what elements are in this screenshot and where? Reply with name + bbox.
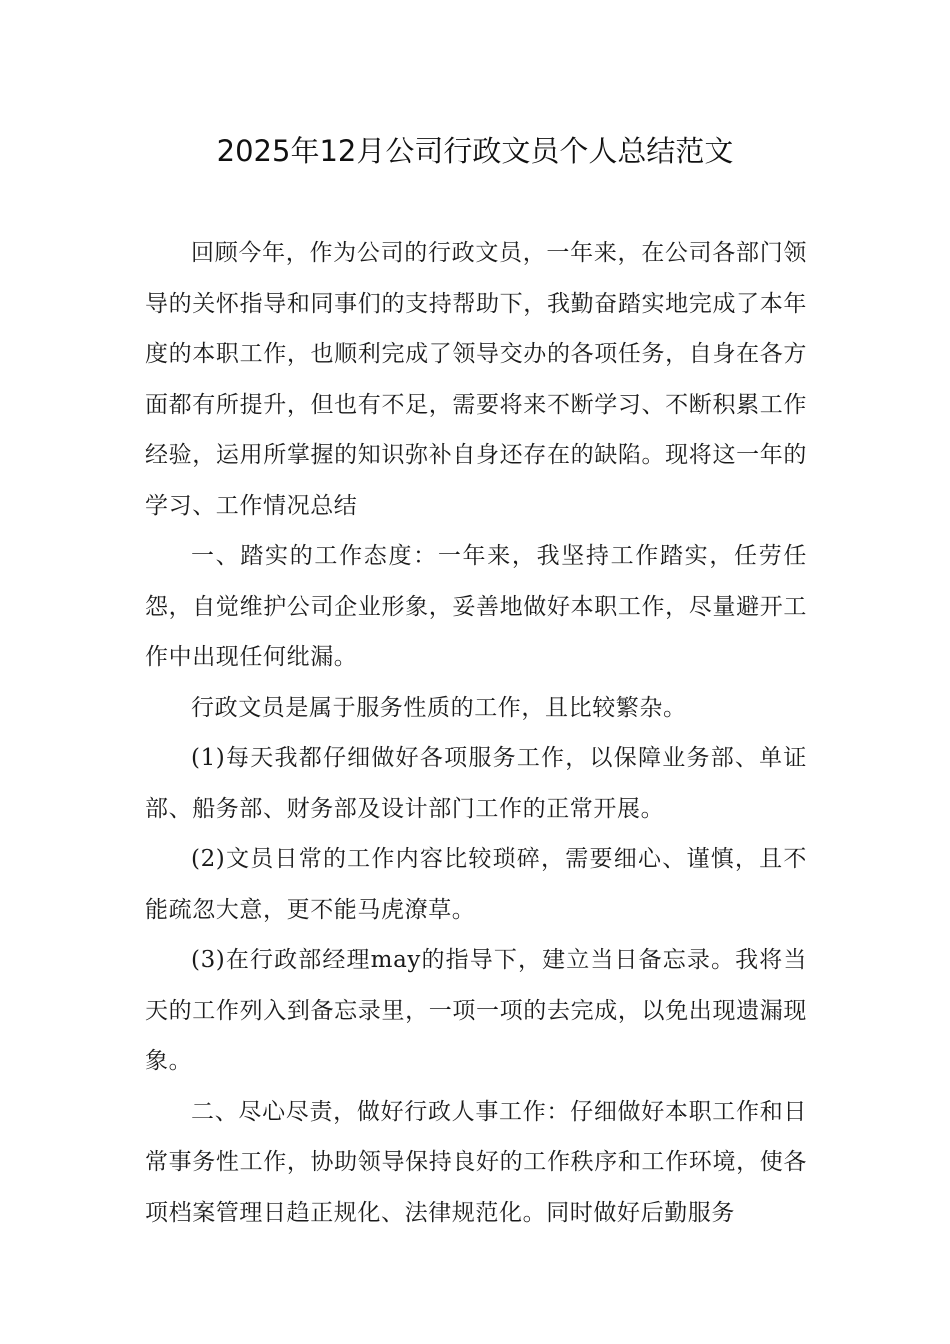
- document-title: 2025年12月公司行政文员个人总结范文: [216, 134, 734, 168]
- paragraph-service-nature: 行政文员是属于服务性质的工作，且比较繁杂。: [191, 694, 687, 721]
- paragraph-item-1: (1)每天我都仔细做好各项服务工作，以保障业务部、单证部、船务部、财务部及设计部门工作的正常开展。: [145, 745, 807, 822]
- paragraph-item-3: (3)在行政部经理may的指导下，建立当日备忘录。我将当天的工作列入到备忘录里，一项一项的去完成，以免出现遗漏现象。: [145, 947, 807, 1074]
- paragraph-item-2: (2)文员日常的工作内容比较琐碎，需要细心、谨慎，且不能疏忽大意，更不能马虎潦草。: [145, 846, 807, 923]
- paragraph-section-1: 一、踏实的工作态度：一年来，我坚持工作踏实，任劳任怨，自觉维护公司企业形象，妥善地做好本职工作，尽量避开工作中出现任何纰漏。: [145, 543, 807, 670]
- paragraph-section-2: 二、尽心尽责，做好行政人事工作：仔细做好本职工作和日常事务性工作，协助领导保持良好的工作秩序和工作环境，使各项档案管理日趋正规化、法律规范化。同时做好后勤服务: [145, 1098, 807, 1226]
- document-body: [145, 228, 807, 1238]
- paragraph-intro: 回顾今年，作为公司的行政文员，一年来，在公司各部门领导的关怀指导和同事们的支持帮助下，我勤奋踏实地完成了本年度的本职工作，也顺利完成了领导交办的各项任务，自身在各方面都有所提升，但也有不足，需要将来不断学习、不断积累工作经验，运用所掌握的知识弥补自身还存在的缺陷。现将这一年的学习、工作情况总结: [145, 240, 807, 519]
